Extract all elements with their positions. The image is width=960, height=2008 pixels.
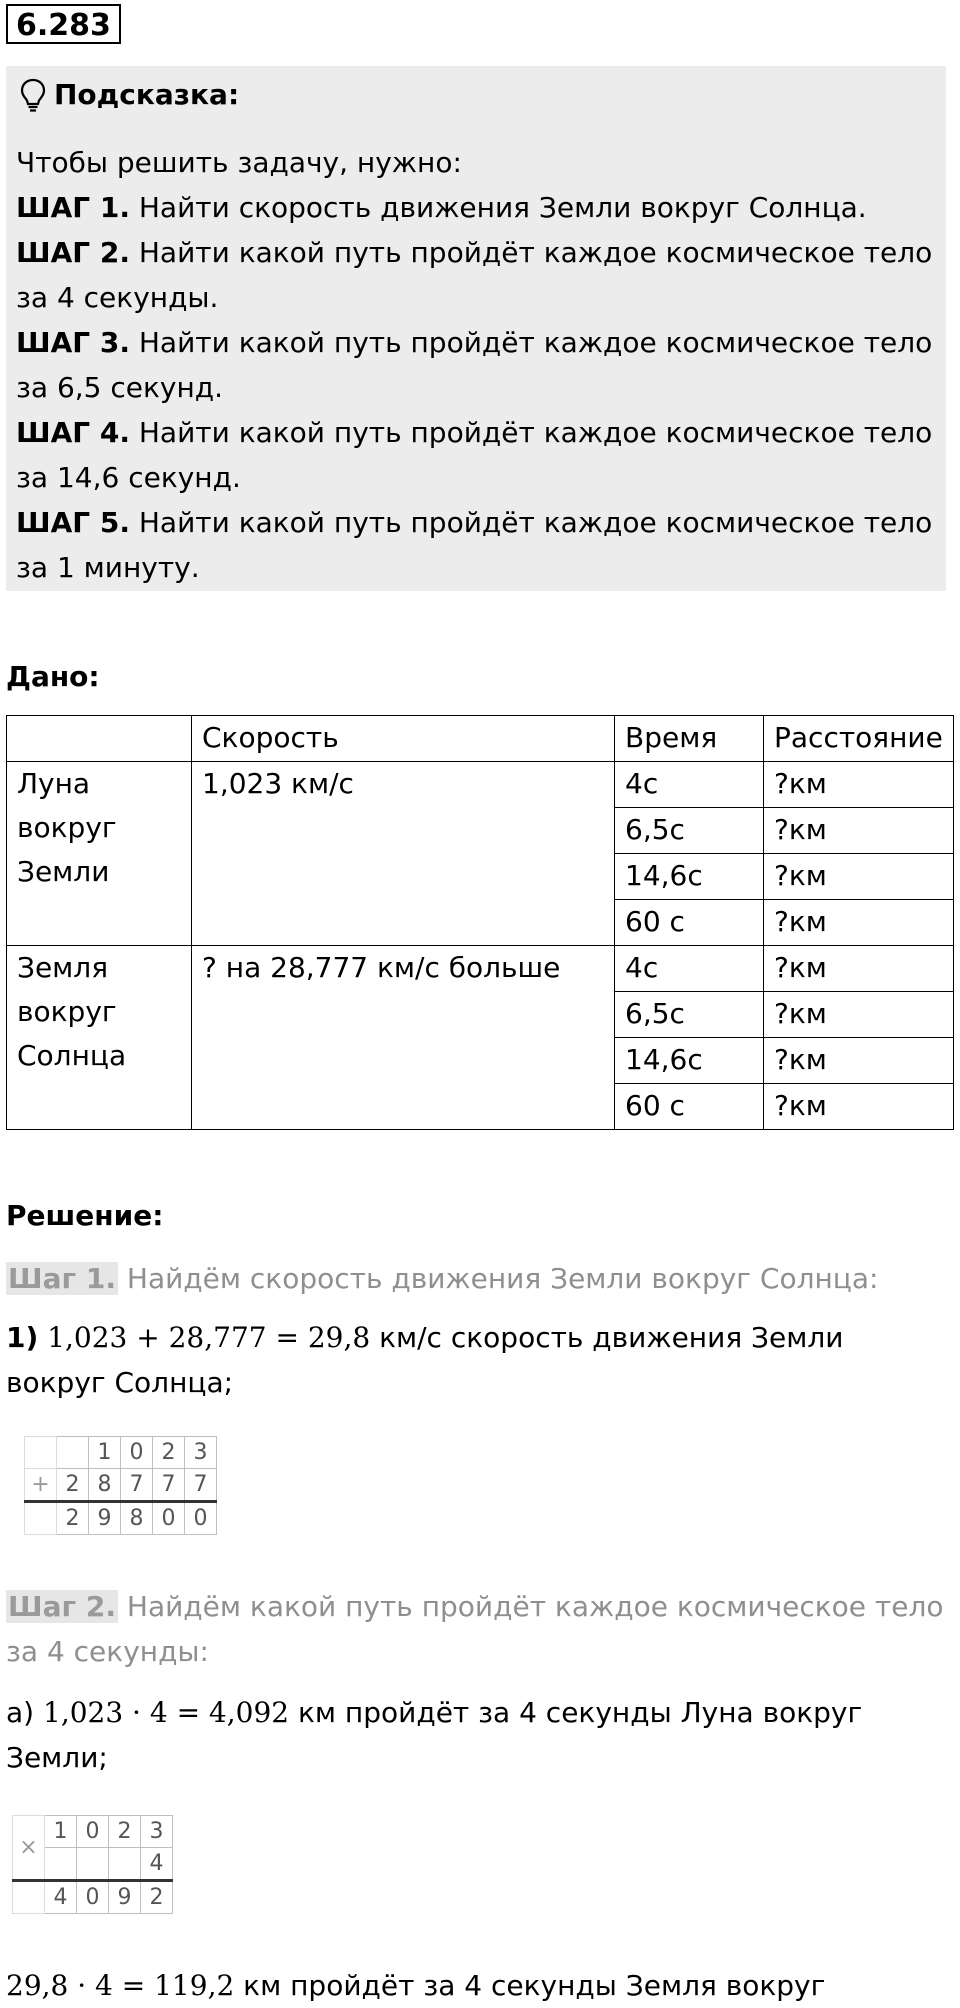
speed-cell: 1,023 км/с [192,762,615,946]
grid-cell [13,1881,45,1914]
grid-cell: 0 [77,1881,109,1914]
step-label: Шаг 1. [8,1262,116,1295]
grid-result-row [13,1881,173,1914]
distance-cell: ?км [764,854,954,900]
hint-body [16,140,936,590]
distance-cell: ?км [764,808,954,854]
grid-cell: 0 [153,1502,185,1535]
hint-title-text: Подсказка: [54,78,240,111]
table-row [7,946,954,992]
time-cell: 4с [615,762,764,808]
table-header-row [7,716,954,762]
hint-step-3 [16,320,936,410]
grid-row [25,1469,217,1502]
grid-cell: 1 [45,1816,77,1848]
hint-step-1 [16,185,936,230]
table-header-cell: Скорость [192,716,615,762]
grid-cell: 2 [141,1881,173,1914]
grid-row [13,1816,173,1848]
body-name-line: вокруг [17,811,117,844]
calculation-text: км пройдёт за 4 секунды Луна вокруг [289,1696,863,1729]
grid-cell: 0 [185,1502,217,1535]
grid-cell: 9 [89,1502,121,1535]
grid-cell: 8 [121,1502,153,1535]
grid-cell: 7 [121,1469,153,1502]
time-cell: 60 с [615,1084,764,1130]
grid-cell: 2 [57,1469,89,1502]
addition-grid [24,1436,217,1535]
step-1-calculation [6,1315,946,1405]
body-name-cell [7,946,192,1130]
step-text-cont: за 4 секунды: [6,1635,209,1668]
given-heading: Дано: [6,660,100,693]
table-row [7,762,954,808]
math-expression: 29,8 · 4 = 119,2 [6,1969,235,2002]
time-cell: 6,5с [615,992,764,1038]
calculation-text: км пройдёт за 4 секунды Земля вокруг [234,1969,826,2002]
step-label: Шаг 2. [8,1590,116,1623]
hint-step-label: ШАГ 3. [16,326,130,359]
grid-cell: 0 [121,1437,153,1469]
hint-step-text-cont: за 1 минуту. [16,551,200,584]
hint-step-text-cont: за 6,5 секунд. [16,371,224,404]
hint-step-text: Найти какой путь пройдёт каждое космическое тело [129,506,933,539]
table-header-cell: Расстояние [764,716,954,762]
body-name-line: вокруг [17,995,117,1028]
problem-number: 6.283 [6,4,121,44]
step-2-title [6,1584,946,1674]
hint-step-label: ШАГ 4. [16,416,130,449]
speed-cell: ? на 28,777 км/с больше [192,946,615,1130]
calculation-text: км/с скорость движения Земли [370,1321,844,1354]
time-cell: 6,5с [615,808,764,854]
grid-cell: 9 [109,1881,141,1914]
body-name-line: Солнца [17,1039,127,1072]
hint-step-text: Найти какой путь пройдёт каждое космическое тело [129,416,933,449]
body-name-cell [7,762,192,946]
multiplication-grid [12,1815,173,1914]
hint-step-text: Найти какой путь пройдёт каждое космическое тело [129,326,933,359]
step-2-calculation [6,1690,946,1780]
item-label: 1) [6,1321,39,1354]
grid-cell: 2 [153,1437,185,1469]
grid-cell: 1 [89,1437,121,1469]
hint-step-label: ШАГ 5. [16,506,130,539]
hint-title [20,72,239,117]
step-text: Найдём скорость движения Земли вокруг Солнца: [117,1262,879,1295]
hint-step-label: ШАГ 1. [16,191,130,224]
time-cell: 14,6с [615,1038,764,1084]
grid-cell: 4 [45,1881,77,1914]
distance-cell: ?км [764,900,954,946]
time-cell: 60 с [615,900,764,946]
step-2-calculation-b [6,1963,956,2008]
grid-cell [77,1848,109,1881]
grid-result-row [25,1502,217,1535]
item-label: а) [6,1696,35,1729]
hint-step-4 [16,410,936,500]
hint-step-5 [16,500,936,590]
grid-row [25,1437,217,1469]
grid-cell [109,1848,141,1881]
distance-cell: ?км [764,946,954,992]
step-text: Найдём какой путь пройдёт каждое космическое тело [117,1590,944,1623]
distance-cell: ?км [764,992,954,1038]
hint-step-text-cont: за 14,6 секунд. [16,461,241,494]
hint-box [6,66,946,591]
hint-intro: Чтобы решить задачу, нужно: [16,146,462,179]
hint-step-text-cont: за 4 секунды. [16,281,219,314]
grid-cell: 2 [57,1502,89,1535]
plus-sign [25,1437,57,1469]
body-name-line: Земли [17,855,110,888]
math-expression: 1,023 · 4 = 4,092 [43,1696,290,1729]
hint-step-2 [16,230,936,320]
distance-cell: ?км [764,1038,954,1084]
plus-sign: + [25,1469,57,1502]
time-cell: 14,6с [615,854,764,900]
grid-cell: 4 [141,1848,173,1881]
body-name-line: Луна [17,767,91,800]
body-name-line: Земля [17,951,109,984]
times-sign: × [13,1816,45,1881]
grid-cell: 3 [185,1437,217,1469]
grid-cell [57,1437,89,1469]
math-expression: 1,023 + 28,777 = 29,8 [47,1321,371,1354]
table-header-cell: Время [615,716,764,762]
hint-step-text: Найти какой путь пройдёт каждое космическое тело [129,236,933,269]
hint-step-text: Найти скорость движения Земли вокруг Солнца. [129,191,867,224]
grid-cell: 7 [185,1469,217,1502]
grid-cell: 3 [141,1816,173,1848]
grid-cell [45,1848,77,1881]
grid-cell: 7 [153,1469,185,1502]
grid-cell: 0 [77,1816,109,1848]
grid-cell: 8 [89,1469,121,1502]
distance-cell: ?км [764,1084,954,1130]
time-cell: 4с [615,946,764,992]
given-table [6,715,954,1130]
distance-cell: ?км [764,762,954,808]
lightbulb-icon [20,78,46,112]
grid-cell [25,1502,57,1535]
grid-cell: 2 [109,1816,141,1848]
hint-step-label: ШАГ 2. [16,236,130,269]
table-header-cell [7,716,192,762]
step-1-title [6,1256,946,1301]
calculation-text-cont: Земли; [6,1741,108,1774]
solution-heading: Решение: [6,1199,164,1232]
calculation-text-cont: вокруг Солнца; [6,1366,234,1399]
